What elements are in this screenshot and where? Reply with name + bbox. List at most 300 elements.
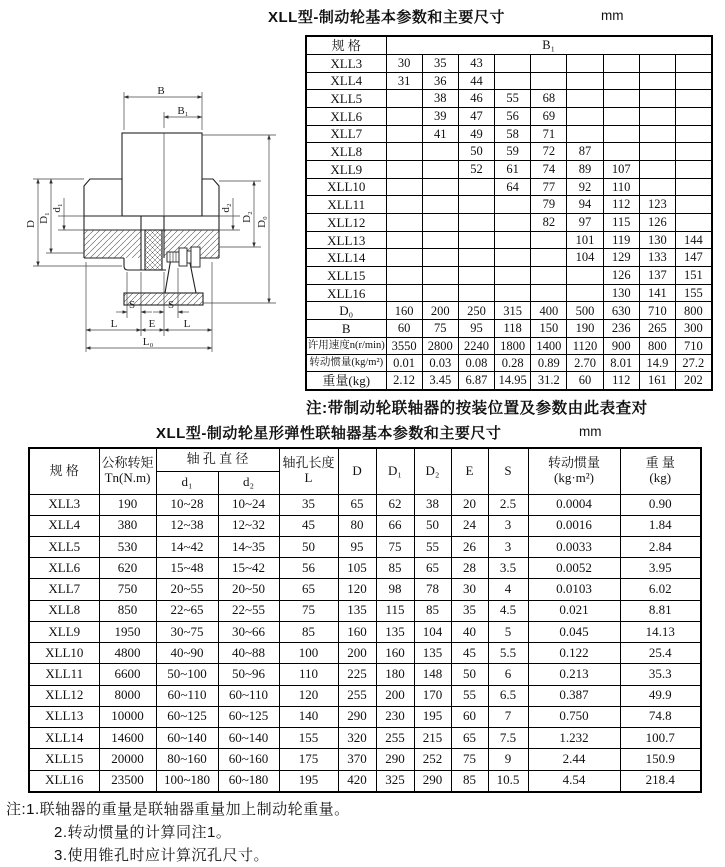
table2-unit-label: mm	[579, 424, 602, 439]
b1-value-cell: 79	[531, 196, 567, 214]
b1-value-cell: 36	[422, 72, 458, 90]
b1-value-cell: 47	[458, 107, 494, 125]
value-cell: 0.01	[386, 354, 422, 371]
value-cell: 7	[488, 706, 528, 727]
table1-extra-row	[306, 337, 712, 354]
value-cell: 290	[414, 770, 451, 792]
table1-extra-row	[306, 320, 712, 338]
row-label-cell: 重量(kg)	[306, 371, 386, 390]
value-cell: 7.5	[488, 728, 528, 749]
value-cell: 85	[414, 600, 451, 621]
b1-value-cell	[603, 72, 639, 90]
b1-value-cell	[422, 178, 458, 196]
weight-header-cell	[620, 448, 701, 494]
spec-cell: XLL15	[306, 267, 386, 285]
value-cell: 60~160	[218, 749, 279, 770]
value-cell: 850	[99, 600, 156, 621]
spec-cell: XLL7	[306, 125, 386, 143]
b1-value-cell: 68	[531, 90, 567, 108]
value-cell: 2240	[458, 337, 494, 354]
value-cell: 27.2	[676, 354, 712, 371]
value-cell: 60~140	[156, 728, 218, 749]
dim-label-S-left: S	[128, 299, 136, 311]
b1-value-cell: 141	[639, 284, 675, 302]
D1-header-cell: D₁	[376, 448, 414, 494]
value-cell: 14~42	[156, 536, 218, 557]
value-cell: 0.045	[528, 621, 620, 642]
spec-cell: XLL9	[306, 160, 386, 178]
value-cell: 60	[386, 320, 422, 338]
value-cell: 110	[279, 664, 338, 685]
bore-diameter-header-cell: 轴 孔 直 径	[156, 448, 279, 471]
table1-extra-row	[306, 371, 712, 390]
value-cell: 215	[414, 728, 451, 749]
value-cell: 3	[488, 515, 528, 536]
b1-value-cell	[495, 196, 531, 214]
value-cell: 12~32	[218, 515, 279, 536]
b1-value-cell	[531, 284, 567, 302]
d2-header-cell: d₂	[218, 471, 279, 494]
row-label-cell: B	[306, 320, 386, 338]
spec-cell: XLL12	[306, 214, 386, 232]
E-header-cell: E	[451, 448, 488, 494]
b1-value-cell	[422, 196, 458, 214]
value-cell: 0.28	[495, 354, 531, 371]
b1-value-cell	[567, 90, 603, 108]
value-cell: 115	[376, 600, 414, 621]
value-cell: 0.89	[531, 354, 567, 371]
value-cell: 161	[639, 371, 675, 390]
value-cell: 22~65	[156, 600, 218, 621]
b1-value-cell	[458, 231, 494, 249]
b1-value-cell: 151	[676, 267, 712, 285]
value-cell: 4.54	[528, 770, 620, 792]
row-label-cell: 许用速度n(r/min)	[306, 337, 386, 354]
value-cell: 60	[451, 706, 488, 727]
b1-value-cell: 119	[603, 231, 639, 249]
value-cell: 200	[338, 643, 376, 664]
b1-value-cell	[422, 249, 458, 267]
value-cell: 15~48	[156, 558, 218, 579]
value-cell: 420	[338, 770, 376, 792]
table1-title: XLL型-制动轮基本参数和主要尺寸	[268, 9, 505, 26]
b1-value-cell	[567, 125, 603, 143]
value-cell: 120	[279, 685, 338, 706]
table1-row	[306, 160, 712, 178]
value-cell: 56	[279, 558, 338, 579]
b1-value-cell	[639, 54, 675, 72]
dim-label-E: E	[148, 318, 156, 330]
value-cell: 20000	[99, 749, 156, 770]
weight-header-line2: (kg)	[649, 470, 672, 486]
b1-value-cell: 77	[531, 178, 567, 196]
b1-value-cell	[495, 214, 531, 232]
b1-header-cell: B₁	[386, 36, 712, 54]
b1-value-cell: 71	[531, 125, 567, 143]
weight-header-line1: 重 量	[645, 455, 675, 471]
table1-extra-row	[306, 302, 712, 320]
part-outlines	[84, 133, 219, 305]
value-cell: 85	[279, 621, 338, 642]
value-cell: 300	[676, 320, 712, 338]
b1-value-cell: 50	[458, 143, 494, 161]
b1-value-cell	[639, 143, 675, 161]
value-cell: 135	[376, 621, 414, 642]
b1-value-cell	[422, 267, 458, 285]
spec-header-cell: 规 格	[306, 36, 386, 54]
table2-row	[29, 643, 701, 664]
value-cell: 135	[338, 600, 376, 621]
b1-value-cell: 41	[422, 125, 458, 143]
b1-value-cell: 123	[639, 196, 675, 214]
value-cell: 2.12	[386, 371, 422, 390]
value-cell: 60~125	[218, 706, 279, 727]
b1-value-cell	[495, 72, 531, 90]
b1-value-cell	[422, 231, 458, 249]
spec-cell: XLL11	[29, 664, 99, 685]
b1-value-cell	[676, 160, 712, 178]
b1-value-cell: 144	[676, 231, 712, 249]
value-cell: 14~35	[218, 536, 279, 557]
value-cell: 40	[451, 621, 488, 642]
value-cell: 10000	[99, 706, 156, 727]
b1-value-cell: 101	[567, 231, 603, 249]
value-cell: 66	[376, 515, 414, 536]
value-cell: 218.4	[620, 770, 701, 792]
value-cell: 30~66	[218, 621, 279, 642]
value-cell: 50~100	[156, 664, 218, 685]
b1-value-cell: 92	[567, 178, 603, 196]
value-cell: 160	[386, 302, 422, 320]
value-cell: 710	[676, 337, 712, 354]
value-cell: 140	[279, 706, 338, 727]
b1-value-cell: 61	[495, 160, 531, 178]
value-cell: 0.90	[620, 494, 701, 515]
spec-cell: XLL13	[29, 706, 99, 727]
b1-value-cell	[639, 107, 675, 125]
b1-value-cell: 64	[495, 178, 531, 196]
table1-row	[306, 178, 712, 196]
value-cell: 900	[603, 337, 639, 354]
value-cell: 750	[99, 579, 156, 600]
dim-label-D1: D₁	[38, 212, 50, 224]
b1-value-cell	[422, 143, 458, 161]
coupling-parameters-table	[28, 447, 702, 793]
value-cell: 2.84	[620, 536, 701, 557]
dim-label-L-left: L	[110, 318, 118, 330]
b1-value-cell	[567, 107, 603, 125]
value-cell: 35	[279, 494, 338, 515]
b1-value-cell	[422, 214, 458, 232]
value-cell: 0.387	[528, 685, 620, 706]
b1-value-cell	[495, 267, 531, 285]
torque-header-cell	[99, 448, 156, 494]
value-cell: 2.5	[488, 494, 528, 515]
d1-header-cell: d₁	[156, 471, 218, 494]
value-cell: 40~90	[156, 643, 218, 664]
value-cell: 0.03	[422, 354, 458, 371]
value-cell: 60	[567, 371, 603, 390]
b1-value-cell: 39	[422, 107, 458, 125]
b1-value-cell	[386, 214, 422, 232]
table1-extra-row	[306, 354, 712, 371]
value-cell: 35.3	[620, 664, 701, 685]
b1-value-cell: 55	[495, 90, 531, 108]
spec-cell: XLL7	[29, 579, 99, 600]
value-cell: 38	[414, 494, 451, 515]
dim-label-S-right: S	[167, 299, 175, 311]
value-cell: 1950	[99, 621, 156, 642]
spec-cell: XLL8	[306, 143, 386, 161]
value-cell: 0.08	[458, 354, 494, 371]
value-cell: 630	[603, 302, 639, 320]
value-cell: 148	[414, 664, 451, 685]
b1-value-cell: 97	[567, 214, 603, 232]
value-cell: 800	[676, 302, 712, 320]
value-cell: 1.84	[620, 515, 701, 536]
value-cell: 60~125	[156, 706, 218, 727]
b1-value-cell	[386, 284, 422, 302]
b1-value-cell	[567, 267, 603, 285]
value-cell: 160	[338, 621, 376, 642]
table2-row	[29, 664, 701, 685]
b1-value-cell	[639, 90, 675, 108]
b1-value-cell: 87	[567, 143, 603, 161]
b1-value-cell	[386, 178, 422, 196]
b1-value-cell	[531, 267, 567, 285]
spec-cell: XLL5	[29, 536, 99, 557]
value-cell: 14.13	[620, 621, 701, 642]
value-cell: 0.0016	[528, 515, 620, 536]
b1-value-cell	[386, 90, 422, 108]
b1-value-cell	[495, 284, 531, 302]
value-cell: 135	[414, 643, 451, 664]
b1-value-cell	[458, 178, 494, 196]
inertia-header-line1: 转动惯量	[548, 455, 601, 471]
value-cell: 85	[376, 558, 414, 579]
dim-label-D2: D₂	[241, 211, 253, 223]
value-cell: 236	[603, 320, 639, 338]
value-cell: 75	[451, 749, 488, 770]
value-cell: 2.44	[528, 749, 620, 770]
table1-note: 注:带制动轮联轴器的按装位置及参数由此表查对	[306, 400, 648, 417]
b1-value-cell: 129	[603, 249, 639, 267]
value-cell: 95	[458, 320, 494, 338]
table1-row	[306, 72, 712, 90]
value-cell: 74.8	[620, 706, 701, 727]
table2-row	[29, 706, 701, 727]
value-cell: 95	[338, 536, 376, 557]
value-cell: 75	[376, 536, 414, 557]
b1-value-cell	[422, 160, 458, 178]
b1-value-cell	[386, 125, 422, 143]
b1-value-cell: 46	[458, 90, 494, 108]
b1-value-cell	[676, 72, 712, 90]
spec-cell: XLL6	[306, 107, 386, 125]
table1-row	[306, 267, 712, 285]
value-cell: 50	[451, 664, 488, 685]
dimension-lines	[33, 92, 276, 352]
value-cell: 190	[99, 494, 156, 515]
value-cell: 120	[338, 579, 376, 600]
b1-value-cell: 110	[603, 178, 639, 196]
spec-cell: XLL3	[306, 54, 386, 72]
value-cell: 202	[676, 371, 712, 390]
table1-row	[306, 125, 712, 143]
value-cell: 80	[338, 515, 376, 536]
table2-row	[29, 770, 701, 792]
b1-value-cell	[567, 72, 603, 90]
value-cell: 10~24	[218, 494, 279, 515]
table1-row	[306, 284, 712, 302]
b1-value-cell	[386, 249, 422, 267]
value-cell: 4800	[99, 643, 156, 664]
b1-value-cell	[676, 143, 712, 161]
value-cell: 265	[639, 320, 675, 338]
b1-value-cell	[458, 196, 494, 214]
b1-value-cell	[422, 284, 458, 302]
b1-value-cell	[676, 214, 712, 232]
value-cell: 500	[567, 302, 603, 320]
dim-label-B1: B₁	[177, 105, 189, 117]
bore-length-line2: L	[304, 470, 313, 486]
spec-cell: XLL14	[306, 249, 386, 267]
table2-row	[29, 515, 701, 536]
value-cell: 26	[451, 536, 488, 557]
value-cell: 0.213	[528, 664, 620, 685]
b1-value-cell: 52	[458, 160, 494, 178]
value-cell: 4.5	[488, 600, 528, 621]
b1-value-cell	[458, 249, 494, 267]
value-cell: 78	[414, 579, 451, 600]
table2-row	[29, 685, 701, 706]
dim-label-d2: d₂	[220, 203, 232, 213]
value-cell: 6.02	[620, 579, 701, 600]
spec-header-cell: 规 格	[29, 448, 99, 494]
value-cell: 195	[279, 770, 338, 792]
b1-value-cell	[458, 214, 494, 232]
coupling-section-drawing	[15, 84, 305, 406]
value-cell: 31.2	[531, 371, 567, 390]
spec-cell: XLL15	[29, 749, 99, 770]
b1-value-cell	[386, 107, 422, 125]
value-cell: 6.5	[488, 685, 528, 706]
spec-cell: XLL10	[29, 643, 99, 664]
D-header-cell: D	[338, 448, 376, 494]
value-cell: 2800	[422, 337, 458, 354]
b1-value-cell: 30	[386, 54, 422, 72]
value-cell: 55	[451, 685, 488, 706]
b1-value-cell	[676, 125, 712, 143]
b1-value-cell: 155	[676, 284, 712, 302]
value-cell: 28	[451, 558, 488, 579]
b1-value-cell: 59	[495, 143, 531, 161]
value-cell: 105	[338, 558, 376, 579]
value-cell: 9	[488, 749, 528, 770]
value-cell: 50~96	[218, 664, 279, 685]
value-cell: 190	[567, 320, 603, 338]
value-cell: 20	[451, 494, 488, 515]
inertia-header-line2: (kg·m²)	[554, 470, 595, 486]
value-cell: 150	[531, 320, 567, 338]
b1-value-cell: 69	[531, 107, 567, 125]
spec-cell: XLL13	[306, 231, 386, 249]
value-cell: 35	[451, 600, 488, 621]
b1-value-cell: 49	[458, 125, 494, 143]
value-cell: 255	[338, 685, 376, 706]
value-cell: 65	[414, 558, 451, 579]
value-cell: 60~110	[218, 685, 279, 706]
b1-value-cell	[639, 178, 675, 196]
b1-value-cell	[567, 284, 603, 302]
spec-cell: XLL16	[29, 770, 99, 792]
b1-value-cell	[639, 72, 675, 90]
b1-value-cell: 44	[458, 72, 494, 90]
value-cell: 0.750	[528, 706, 620, 727]
table1-row	[306, 54, 712, 72]
value-cell: 0.122	[528, 643, 620, 664]
row-label-cell: 转动惯量(kg/m²)	[306, 354, 386, 371]
b1-value-cell	[386, 231, 422, 249]
value-cell: 180	[376, 664, 414, 685]
dim-label-L-right: L	[183, 318, 191, 330]
table2-header-row1	[29, 448, 701, 471]
table1-header-row	[306, 36, 712, 54]
b1-value-cell	[567, 54, 603, 72]
value-cell: 1.232	[528, 728, 620, 749]
value-cell: 62	[376, 494, 414, 515]
b1-value-cell: 38	[422, 90, 458, 108]
footnote-3: 3.使用锥孔时应计算沉孔尺寸。	[54, 847, 270, 864]
dim-label-B: B	[157, 85, 165, 97]
value-cell: 200	[422, 302, 458, 320]
value-cell: 100~180	[156, 770, 218, 792]
spec-cell: XLL4	[306, 72, 386, 90]
b1-value-cell	[603, 125, 639, 143]
value-cell: 30	[451, 579, 488, 600]
torque-header-line1: 公称转矩	[101, 455, 154, 471]
value-cell: 65	[279, 579, 338, 600]
b1-value-cell: 126	[639, 214, 675, 232]
value-cell: 6	[488, 664, 528, 685]
value-cell: 20~55	[156, 579, 218, 600]
value-cell: 55	[414, 536, 451, 557]
dim-label-D0: D₀	[256, 216, 268, 228]
value-cell: 65	[451, 728, 488, 749]
b1-value-cell: 72	[531, 143, 567, 161]
value-cell: 75	[279, 600, 338, 621]
b1-value-cell	[603, 54, 639, 72]
b1-value-cell: 104	[567, 249, 603, 267]
value-cell: 98	[376, 579, 414, 600]
value-cell: 155	[279, 728, 338, 749]
b1-value-cell	[676, 54, 712, 72]
table1-row	[306, 231, 712, 249]
b1-value-cell: 56	[495, 107, 531, 125]
b1-value-cell	[676, 196, 712, 214]
value-cell: 1120	[567, 337, 603, 354]
spec-cell: XLL14	[29, 728, 99, 749]
table2-row	[29, 494, 701, 515]
b1-value-cell	[676, 90, 712, 108]
b1-value-cell	[639, 160, 675, 178]
table1-row	[306, 249, 712, 267]
value-cell: 14.9	[639, 354, 675, 371]
value-cell: 620	[99, 558, 156, 579]
b1-value-cell	[386, 160, 422, 178]
table2-row	[29, 579, 701, 600]
b1-value-cell: 89	[567, 160, 603, 178]
